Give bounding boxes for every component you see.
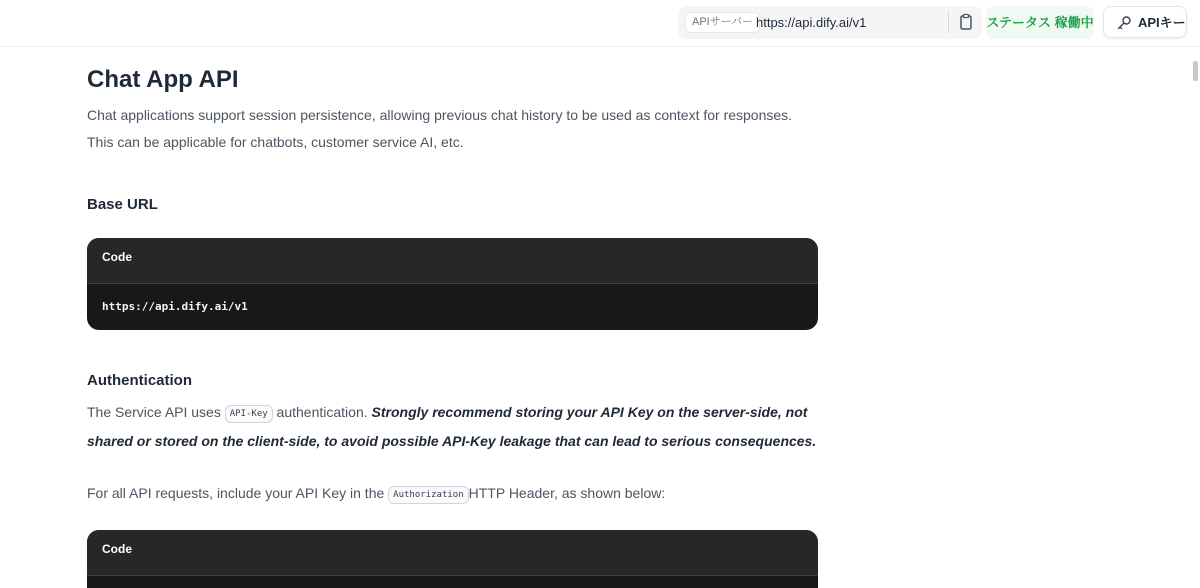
authentication-heading: Authentication [87,372,192,389]
api-key-inline-code: API-Key [225,405,273,423]
status-badge: ステータス 稼働中 [986,6,1094,39]
req-text-after: HTTP Header, as shown below: [468,485,666,501]
api-server-label: APIサーバー [685,12,760,33]
clipboard-icon[interactable] [957,12,975,34]
api-server-url: https://api.dify.ai/v1 [756,15,867,30]
auth-text-after: authentication. [272,404,372,420]
scrollbar[interactable] [1191,47,1200,588]
auth-text-before: The Service API uses [87,404,225,420]
code-block-label: Code [87,530,818,576]
base-url-heading: Base URL [87,196,158,213]
req-text-before: For all API requests, include your API Key in the [87,485,389,501]
scroll-thumb[interactable] [1193,61,1198,81]
auth-emphasis: Strongly recommend storing your API Key on the server-side, not shared or stored on the client-side, to avoid possible API-Key leakage that can lead to serious consequences. [87,404,817,449]
base-url-code-block [87,238,818,330]
base-url-code[interactable]: https://api.dify.ai/v1 [102,300,248,313]
authorization-inline-code: Authorization [388,486,468,504]
divider [948,12,949,33]
api-key-button[interactable] [1103,6,1187,38]
top-bar [0,0,1200,47]
authorization-text [87,479,817,508]
key-icon [1116,15,1132,31]
page-title: Chat App API [87,66,239,93]
authentication-text [87,398,817,456]
code-block-label: Code [87,238,818,284]
authorization-code-block [87,530,818,588]
api-key-label: APIキー [1138,15,1186,30]
intro-text: Chat applications support session persistence, allowing previous chat history to be used as context for responses. This can be applicable for chatbots, customer service AI, etc. [87,107,793,150]
